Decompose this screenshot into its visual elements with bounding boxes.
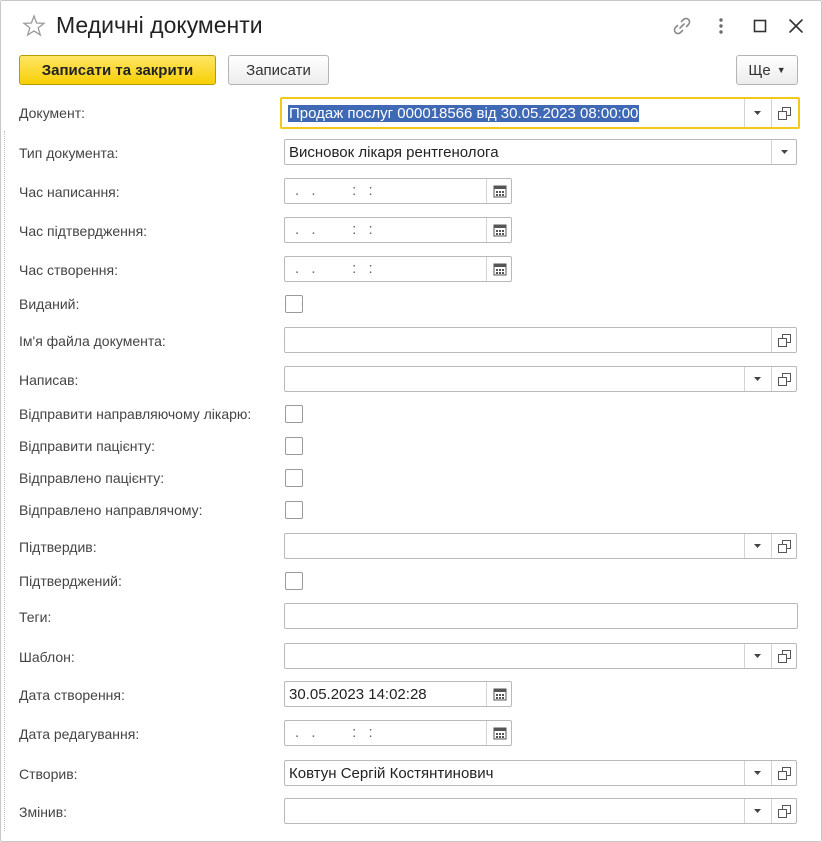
author-label: Написав: (19, 372, 79, 388)
dropdown-arrow-icon[interactable] (744, 534, 770, 558)
time-written-placeholder: . . : : (295, 182, 377, 199)
dropdown-arrow-icon[interactable] (744, 99, 770, 127)
dropdown-arrow-icon[interactable] (744, 644, 770, 668)
open-icon[interactable] (771, 799, 797, 823)
dropdown-arrow-icon[interactable] (744, 761, 770, 785)
file-name-label: Ім'я файла документа: (19, 333, 166, 349)
created-by-value: Ковтун Сергій Костянтинович (289, 765, 494, 782)
sent-patient-checkbox[interactable] (285, 469, 303, 487)
confirmed-checkbox[interactable] (285, 572, 303, 590)
document-label: Документ: (19, 105, 85, 121)
issued-checkbox[interactable] (285, 295, 303, 313)
send-patient-checkbox[interactable] (285, 437, 303, 455)
favorite-star-icon[interactable] (21, 13, 47, 39)
more-button-label: Ще (748, 61, 771, 79)
calendar-icon[interactable] (486, 721, 512, 745)
open-icon[interactable] (771, 761, 797, 785)
calendar-icon[interactable] (486, 218, 512, 242)
save-button[interactable]: Записати (228, 55, 329, 85)
doc-type-label: Тип документа: (19, 145, 119, 161)
edited-date-label: Дата редагування: (19, 726, 140, 742)
link-icon[interactable] (671, 15, 693, 37)
time-created-field[interactable] (284, 256, 512, 282)
open-icon[interactable] (771, 534, 797, 558)
created-date-field[interactable] (284, 681, 512, 707)
dropdown-arrow-icon[interactable] (744, 367, 770, 391)
time-created-placeholder: . . : : (295, 260, 377, 277)
created-by-label: Створив: (19, 766, 78, 782)
edited-date-placeholder: . . : : (295, 724, 377, 741)
document-field[interactable] (280, 97, 800, 129)
confirmed-label: Підтверджений: (19, 573, 122, 589)
template-label: Шаблон: (19, 649, 75, 665)
calendar-icon[interactable] (486, 179, 512, 203)
calendar-icon[interactable] (486, 257, 512, 281)
maximize-icon[interactable] (749, 15, 771, 37)
chevron-down-icon: ▼ (776, 65, 786, 75)
sent-referrer-checkbox[interactable] (285, 501, 303, 519)
dropdown-arrow-icon[interactable] (744, 799, 770, 823)
file-name-field[interactable] (284, 327, 797, 353)
send-referrer-checkbox[interactable] (285, 405, 303, 423)
issued-label: Виданий: (19, 296, 80, 312)
changed-by-field[interactable] (284, 798, 797, 824)
time-written-field[interactable] (284, 178, 512, 204)
open-icon[interactable] (771, 367, 797, 391)
time-confirmed-placeholder: . . : : (295, 221, 377, 238)
time-confirmed-label: Час підтвердження: (19, 223, 148, 239)
calendar-icon[interactable] (486, 682, 512, 706)
window-left-edge (1, 131, 5, 831)
template-field[interactable] (284, 643, 797, 669)
edited-date-field[interactable] (284, 720, 512, 746)
created-date-value: 30.05.2023 14:02:28 (289, 686, 427, 703)
more-button[interactable] (736, 55, 798, 85)
author-field[interactable] (284, 366, 797, 392)
send-patient-label: Відправити пацієнту: (19, 438, 155, 454)
tags-label: Теги: (19, 609, 52, 625)
sent-referrer-label: Відправлено направлячому: (19, 502, 203, 518)
open-icon[interactable] (771, 328, 797, 352)
save-and-close-button[interactable]: Записати та закрити (19, 55, 216, 85)
dropdown-arrow-icon[interactable] (771, 140, 797, 164)
tags-field[interactable] (284, 603, 798, 629)
time-created-label: Час створення: (19, 262, 118, 278)
time-written-label: Час написання: (19, 184, 120, 200)
sent-patient-label: Відправлено пацієнту: (19, 470, 165, 486)
open-icon[interactable] (771, 99, 797, 127)
confirmed-by-field[interactable] (284, 533, 797, 559)
send-referrer-label: Відправити направляючому лікарю: (19, 406, 252, 422)
changed-by-label: Змінив: (19, 804, 68, 820)
form-title: Медичні документи (56, 12, 263, 38)
more-actions-icon[interactable] (710, 15, 732, 37)
close-icon[interactable] (785, 15, 807, 37)
document-value: Продаж послуг 000018566 від 30.05.2023 08:00:00 (289, 105, 639, 122)
confirmed-by-label: Підтвердив: (19, 539, 97, 555)
open-icon[interactable] (771, 644, 797, 668)
doc-type-field[interactable] (284, 139, 797, 165)
time-confirmed-field[interactable] (284, 217, 512, 243)
created-by-field[interactable] (284, 760, 797, 786)
created-date-label: Дата створення: (19, 687, 125, 703)
doc-type-value: Висновок лікаря рентгенолога (289, 144, 499, 161)
